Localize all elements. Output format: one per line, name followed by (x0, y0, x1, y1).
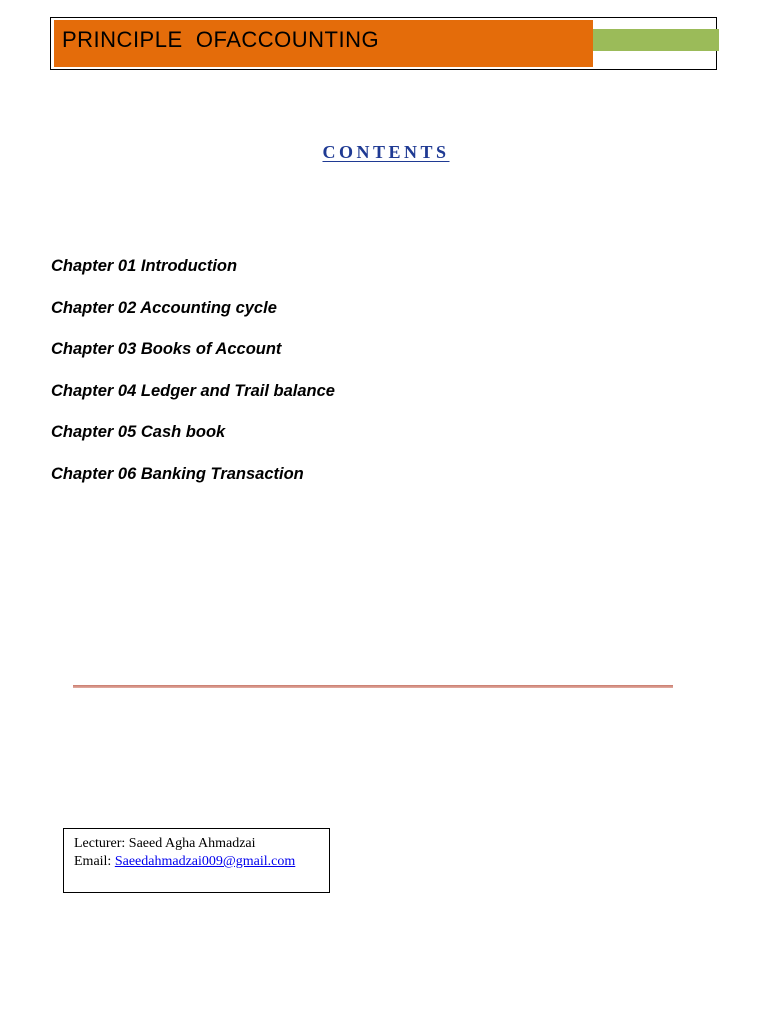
header-green-band (593, 29, 719, 51)
email-link[interactable]: Saeedahmadzai009@gmail.com (114, 854, 296, 869)
table-of-contents (51, 254, 335, 504)
toc-item-chapter-04: Chapter 04 Ledger and Trail balance (51, 381, 335, 400)
section-divider (73, 685, 673, 688)
lecturer-info-box (63, 828, 330, 893)
contents-heading (0, 140, 768, 164)
document-title: PRINCIPLE OFACCOUNTING (62, 27, 380, 52)
toc-item-chapter-06: Chapter 06 Banking Transaction (51, 464, 304, 483)
toc-item-chapter-03: Chapter 03 Books of Account (51, 340, 282, 359)
lecturer-name: Lecturer: Saeed Agha Ahmadzai (74, 836, 256, 851)
contents-heading-text: CONTENTS (322, 142, 450, 162)
email-label: Email: (74, 854, 115, 869)
toc-item-chapter-01: Chapter 01 Introduction (51, 257, 238, 275)
toc-item-chapter-02: Chapter 02 Accounting cycle (51, 298, 277, 317)
toc-item-chapter-05: Chapter 05 Cash book (51, 423, 226, 442)
lecturer-email-line (74, 853, 329, 871)
